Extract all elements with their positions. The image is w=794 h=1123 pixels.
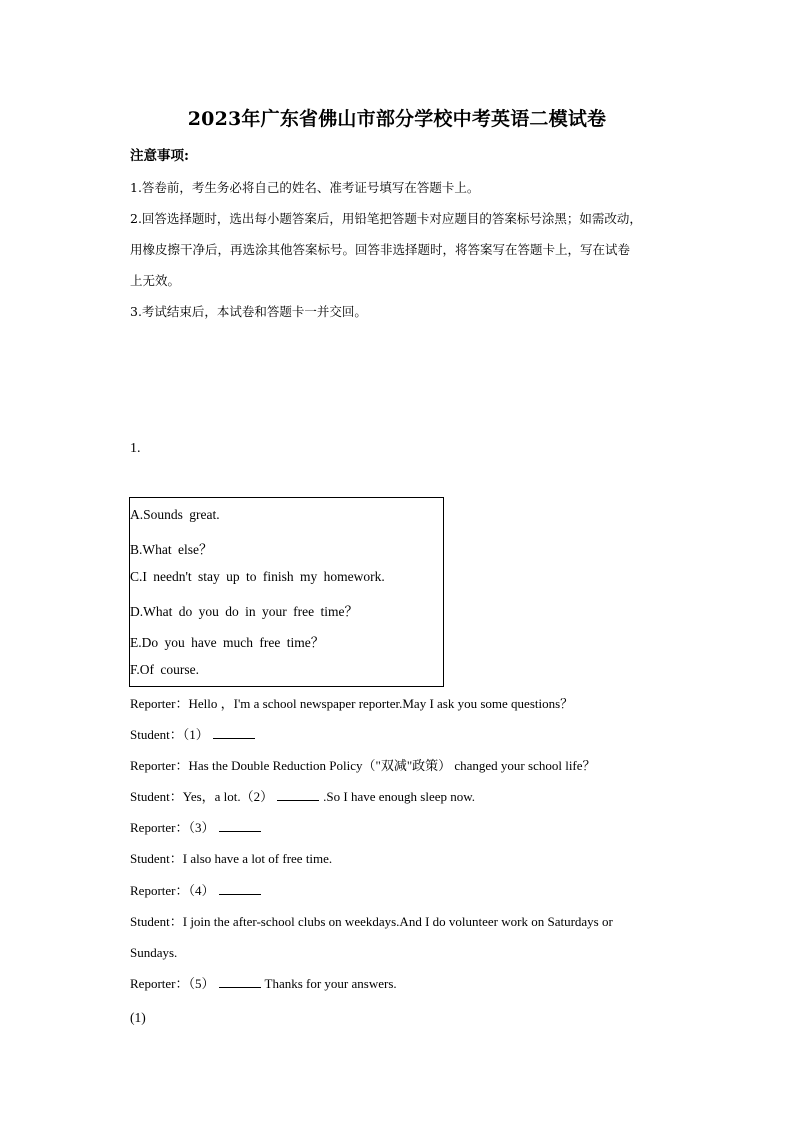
instructions-heading: 注意事项: (130, 148, 189, 164)
dialogue-text: （5） (188, 975, 215, 991)
option-f: F.Of course. (130, 662, 200, 677)
dialogue-line (130, 910, 710, 941)
question-number: 1. (130, 441, 141, 456)
dialogue-text: （1） (182, 727, 209, 743)
option-b: B.What else？ (130, 542, 213, 557)
dialogue-line (130, 941, 710, 972)
instructions (130, 145, 710, 327)
dialogue (130, 692, 710, 1003)
option-e: E.Do you have much free time？ (130, 635, 325, 650)
speaker: Reporter： (130, 758, 189, 774)
speaker: Reporter： (130, 696, 189, 711)
instruction-line: 2.回答选择题时，选出每小题答案后，用铅笔把答题卡对应题目的答案标号涂黑；如需改动， (130, 211, 642, 226)
instruction-line: 1.答卷前，考生务必将自己的姓名、准考证号填写在答题卡上。 (130, 180, 480, 195)
options-box (129, 497, 444, 687)
speaker: Student： (130, 913, 183, 929)
answer-blank-1[interactable] (213, 726, 255, 739)
option-d: D.What do you do in your free time？ (130, 604, 358, 619)
dialogue-line (130, 879, 710, 910)
speaker: Student： (130, 727, 183, 743)
speaker: Reporter： (130, 975, 189, 991)
dialogue-line (130, 785, 710, 816)
dialogue-line (130, 972, 710, 1003)
speaker: Reporter： (130, 820, 189, 836)
answer-blank-5[interactable] (219, 975, 261, 988)
speaker: Student： (130, 789, 183, 805)
answer-blank-2[interactable] (277, 788, 319, 801)
dialogue-line (130, 754, 710, 785)
instruction-line: 3.考试结束后，本试卷和答题卡一并交回。 (130, 304, 367, 319)
answer-blank-4[interactable] (219, 882, 261, 895)
answer-blank-3[interactable] (219, 819, 261, 832)
option-a: A.Sounds great. (130, 507, 220, 522)
dialogue-text-after: Thanks for your answers. (264, 975, 397, 991)
dialogue-text: I also have a lot of free time. (182, 851, 333, 867)
sub-question-number: (1) (130, 1010, 146, 1025)
dialogue-text-after: .So I have enough sleep now. (323, 789, 476, 805)
page-title: 2023年广东省佛山市部分学校中考英语二模试卷 (187, 108, 607, 130)
dialogue-line (130, 723, 710, 754)
instruction-line: 用橡皮擦干净后，再选涂其他答案标号。回答非选择题时，将答案写在答题卡上，写在试卷 (130, 242, 631, 257)
dialogue-text: （3） (188, 820, 215, 836)
option-c: C.I needn't stay up to finish my homework. (130, 569, 385, 584)
dialogue-line (130, 816, 710, 847)
dialogue-line (130, 847, 710, 878)
dialogue-text: （4） (188, 882, 215, 898)
dialogue-text: Sundays. (130, 944, 178, 960)
dialogue-text: I join the after-school clubs on weekdays.And I do volunteer work on Saturdays or (182, 913, 613, 929)
dialogue-line (130, 692, 710, 723)
dialogue-text: Yes，a lot.（2） (182, 789, 274, 805)
dialogue-text: Has the Double Reduction Policy（"双减"政策） changed your school life？ (188, 758, 596, 774)
dialogue-text: Hello ，I'm a school newspaper reporter.May I ask you some questions？ (188, 696, 574, 711)
speaker: Reporter： (130, 882, 189, 898)
speaker: Student： (130, 851, 183, 867)
instruction-line: 上无效。 (130, 273, 181, 288)
